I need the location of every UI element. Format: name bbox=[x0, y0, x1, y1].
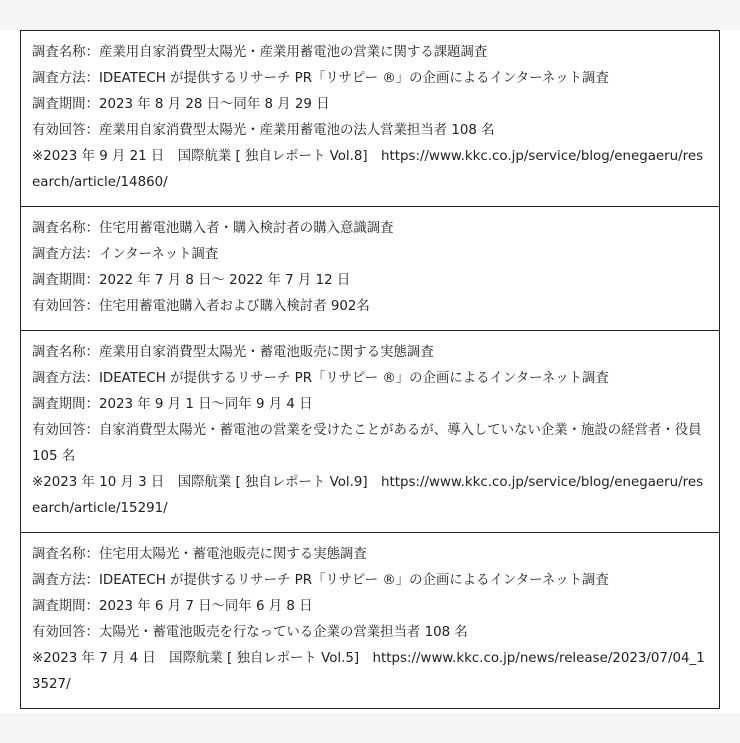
survey-source-note: ※2023 年 7 月 4 日 国際航業 [ 独自レポート Vol.5] https://www.kkc.co.jp/news/release/2023/07/04_13527/ bbox=[32, 651, 705, 692]
survey-block-1 bbox=[21, 31, 719, 206]
survey-name: 調査名称：産業用自家消費型太陽光・産業用蓄電池の営業に関する課題調査 bbox=[32, 45, 488, 60]
survey-period: 調査期間：2023 年 9 月 1 日〜同年 9 月 4 日 bbox=[32, 397, 313, 412]
survey-block-4 bbox=[21, 532, 719, 708]
survey-block-2 bbox=[21, 206, 719, 330]
survey-respondents: 有効回答：太陽光・蓄電池販売を行なっている企業の営業担当者 108 名 bbox=[32, 625, 468, 640]
survey-source-note: ※2023 年 9 月 21 日 国際航業 [ 独自レポート Vol.8] https://www.kkc.co.jp/service/blog/enegaeru/research/article/14860/ bbox=[32, 149, 704, 190]
survey-method: 調査方法：IDEATECH が提供するリサーチ PR「リサピー ®」の企画によるインターネット調査 bbox=[32, 573, 609, 588]
survey-block-3 bbox=[21, 330, 719, 532]
survey-method: 調査方法：インターネット調査 bbox=[32, 247, 219, 262]
survey-period: 調査期間：2022 年 7 月 8 日〜 2022 年 7 月 12 日 bbox=[32, 273, 351, 288]
survey-method: 調査方法：IDEATECH が提供するリサーチ PR「リサピー ®」の企画によるインターネット調査 bbox=[32, 71, 609, 86]
survey-period: 調査期間：2023 年 6 月 7 日〜同年 6 月 8 日 bbox=[32, 599, 313, 614]
survey-name: 調査名称：住宅用太陽光・蓄電池販売に関する実態調査 bbox=[32, 547, 367, 562]
survey-respondents: 有効回答：産業用自家消費型太陽光・産業用蓄電池の法人営業担当者 108 名 bbox=[32, 123, 495, 138]
survey-respondents: 有効回答：住宅用蓄電池購入者および購入検討者 902名 bbox=[32, 299, 370, 314]
survey-method: 調査方法：IDEATECH が提供するリサーチ PR「リサピー ®」の企画によるインターネット調査 bbox=[32, 371, 609, 386]
survey-table bbox=[20, 30, 720, 709]
survey-respondents: 有効回答：自家消費型太陽光・蓄電池の営業を受けたことがあるが、導入していない企業・施設の経営者・役員 105 名 bbox=[32, 423, 702, 464]
survey-period: 調査期間：2023 年 8 月 28 日〜同年 8 月 29 日 bbox=[32, 97, 330, 112]
survey-name: 調査名称：産業用自家消費型太陽光・蓄電池販売に関する実態調査 bbox=[32, 345, 434, 360]
survey-source-note: ※2023 年 10 月 3 日 国際航業 [ 独自レポート Vol.9] https://www.kkc.co.jp/service/blog/enegaeru/research/article/15291/ bbox=[32, 475, 704, 516]
document-page bbox=[0, 30, 740, 713]
survey-name: 調査名称：住宅用蓄電池購入者・購入検討者の購入意識調査 bbox=[32, 221, 394, 236]
